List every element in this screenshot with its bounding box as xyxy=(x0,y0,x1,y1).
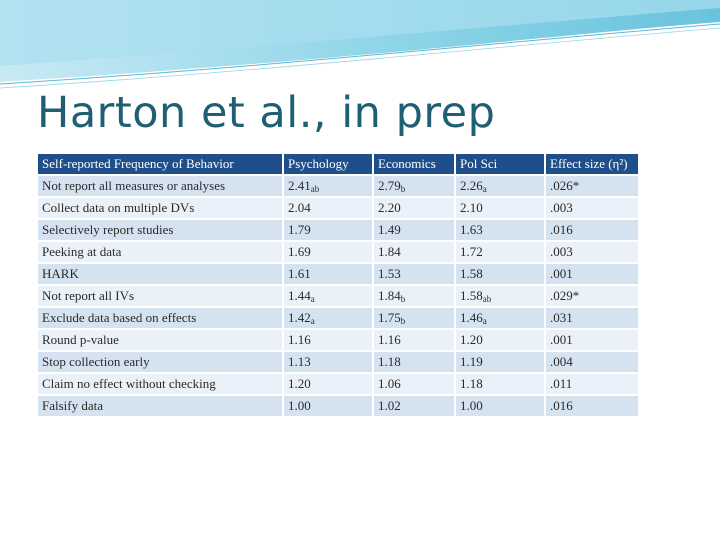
table-row xyxy=(38,330,638,350)
cell-effect-size xyxy=(546,308,638,328)
header-effect-size: Effect size (η²) xyxy=(546,154,638,174)
cell-polsci xyxy=(456,264,544,284)
cell-psychology xyxy=(284,308,372,328)
cell-value: 2.10 xyxy=(460,200,483,215)
cell-effect-size xyxy=(546,264,638,284)
cell-economics xyxy=(374,176,454,196)
row-label: Round p-value xyxy=(38,330,282,350)
cell-psychology xyxy=(284,396,372,416)
table-row xyxy=(38,308,638,328)
cell-value: 1.00 xyxy=(288,398,311,413)
cell-value: 2.41 xyxy=(288,178,311,193)
cell-value: 1.16 xyxy=(288,332,311,347)
cell-value: 1.61 xyxy=(288,266,311,281)
table-row xyxy=(38,286,638,306)
cell-value: 1.58 xyxy=(460,288,483,303)
cell-psychology xyxy=(284,242,372,262)
cell-value: .029* xyxy=(550,288,580,303)
cell-psychology xyxy=(284,330,372,350)
cell-value: 1.18 xyxy=(460,376,483,391)
row-label: Stop collection early xyxy=(38,352,282,372)
cell-subscript: ab xyxy=(310,184,320,194)
cell-effect-size xyxy=(546,176,638,196)
cell-value: 1.79 xyxy=(288,222,311,237)
row-label: Collect data on multiple DVs xyxy=(38,198,282,218)
cell-value: 1.63 xyxy=(460,222,483,237)
header-economics: Economics xyxy=(374,154,454,174)
cell-economics xyxy=(374,352,454,372)
row-label: Peeking at data xyxy=(38,242,282,262)
table-header-row xyxy=(38,154,638,174)
cell-economics xyxy=(374,308,454,328)
cell-psychology xyxy=(284,264,372,284)
cell-value: 1.20 xyxy=(288,376,311,391)
table-row xyxy=(38,352,638,372)
header-psychology: Psychology xyxy=(284,154,372,174)
cell-subscript: a xyxy=(482,184,487,194)
cell-polsci xyxy=(456,396,544,416)
cell-subscript: b xyxy=(400,316,406,326)
table-row xyxy=(38,198,638,218)
cell-effect-size xyxy=(546,198,638,218)
cell-psychology xyxy=(284,352,372,372)
cell-polsci xyxy=(456,220,544,240)
cell-effect-size xyxy=(546,374,638,394)
header-swoosh-decoration xyxy=(0,0,720,90)
cell-polsci xyxy=(456,242,544,262)
cell-value: 1.84 xyxy=(378,244,401,259)
cell-value: 1.02 xyxy=(378,398,401,413)
cell-value: .011 xyxy=(550,376,573,391)
cell-economics xyxy=(374,396,454,416)
page-title: Harton et al., in prep xyxy=(37,88,496,138)
cell-value: .001 xyxy=(550,332,573,347)
table-row xyxy=(38,264,638,284)
cell-value: 1.13 xyxy=(288,354,311,369)
row-label: Exclude data based on effects xyxy=(38,308,282,328)
cell-effect-size xyxy=(546,220,638,240)
cell-economics xyxy=(374,242,454,262)
cell-psychology xyxy=(284,286,372,306)
row-label: Falsify data xyxy=(38,396,282,416)
cell-subscript: ab xyxy=(482,294,492,304)
cell-value: 1.58 xyxy=(460,266,483,281)
cell-economics xyxy=(374,220,454,240)
cell-polsci xyxy=(456,308,544,328)
table-row xyxy=(38,396,638,416)
cell-polsci xyxy=(456,198,544,218)
header-polsci: Pol Sci xyxy=(456,154,544,174)
cell-value: 2.26 xyxy=(460,178,483,193)
cell-value: 1.19 xyxy=(460,354,483,369)
table-row xyxy=(38,242,638,262)
cell-value: .016 xyxy=(550,222,573,237)
cell-value: .003 xyxy=(550,200,573,215)
cell-polsci xyxy=(456,286,544,306)
cell-value: 2.04 xyxy=(288,200,311,215)
cell-value: 1.53 xyxy=(378,266,401,281)
table-row xyxy=(38,220,638,240)
results-table xyxy=(36,152,640,418)
cell-effect-size xyxy=(546,330,638,350)
header-behavior: Self-reported Frequency of Behavior xyxy=(38,154,282,174)
cell-subscript: b xyxy=(400,294,406,304)
cell-psychology xyxy=(284,374,372,394)
cell-value: .001 xyxy=(550,266,573,281)
cell-value: 1.49 xyxy=(378,222,401,237)
cell-effect-size xyxy=(546,286,638,306)
cell-effect-size xyxy=(546,396,638,416)
cell-value: 1.20 xyxy=(460,332,483,347)
table-row xyxy=(38,176,638,196)
cell-value: 1.44 xyxy=(288,288,311,303)
cell-economics xyxy=(374,198,454,218)
cell-value: .003 xyxy=(550,244,573,259)
cell-value: 1.42 xyxy=(288,310,311,325)
cell-value: 1.84 xyxy=(378,288,401,303)
cell-value: 1.46 xyxy=(460,310,483,325)
cell-economics xyxy=(374,330,454,350)
cell-polsci xyxy=(456,176,544,196)
cell-economics xyxy=(374,286,454,306)
cell-value: 1.69 xyxy=(288,244,311,259)
cell-value: 2.79 xyxy=(378,178,401,193)
cell-value: 1.18 xyxy=(378,354,401,369)
cell-subscript: b xyxy=(400,184,406,194)
cell-polsci xyxy=(456,352,544,372)
row-label: Not report all IVs xyxy=(38,286,282,306)
cell-effect-size xyxy=(546,242,638,262)
cell-value: .004 xyxy=(550,354,573,369)
cell-value: 1.75 xyxy=(378,310,401,325)
cell-value: 2.20 xyxy=(378,200,401,215)
row-label: Not report all measures or analyses xyxy=(38,176,282,196)
cell-polsci xyxy=(456,374,544,394)
cell-subscript: a xyxy=(310,294,315,304)
cell-subscript: a xyxy=(310,316,315,326)
cell-effect-size xyxy=(546,352,638,372)
row-label: Selectively report studies xyxy=(38,220,282,240)
cell-value: 1.06 xyxy=(378,376,401,391)
cell-subscript: a xyxy=(482,316,487,326)
cell-value: .016 xyxy=(550,398,573,413)
cell-value: 1.72 xyxy=(460,244,483,259)
row-label: HARK xyxy=(38,264,282,284)
cell-value: 1.00 xyxy=(460,398,483,413)
cell-economics xyxy=(374,374,454,394)
cell-psychology xyxy=(284,176,372,196)
cell-psychology xyxy=(284,220,372,240)
cell-psychology xyxy=(284,198,372,218)
cell-economics xyxy=(374,264,454,284)
table-row xyxy=(38,374,638,394)
cell-value: .026* xyxy=(550,178,580,193)
cell-value: .031 xyxy=(550,310,573,325)
cell-value: 1.16 xyxy=(378,332,401,347)
row-label: Claim no effect without checking xyxy=(38,374,282,394)
cell-polsci xyxy=(456,330,544,350)
